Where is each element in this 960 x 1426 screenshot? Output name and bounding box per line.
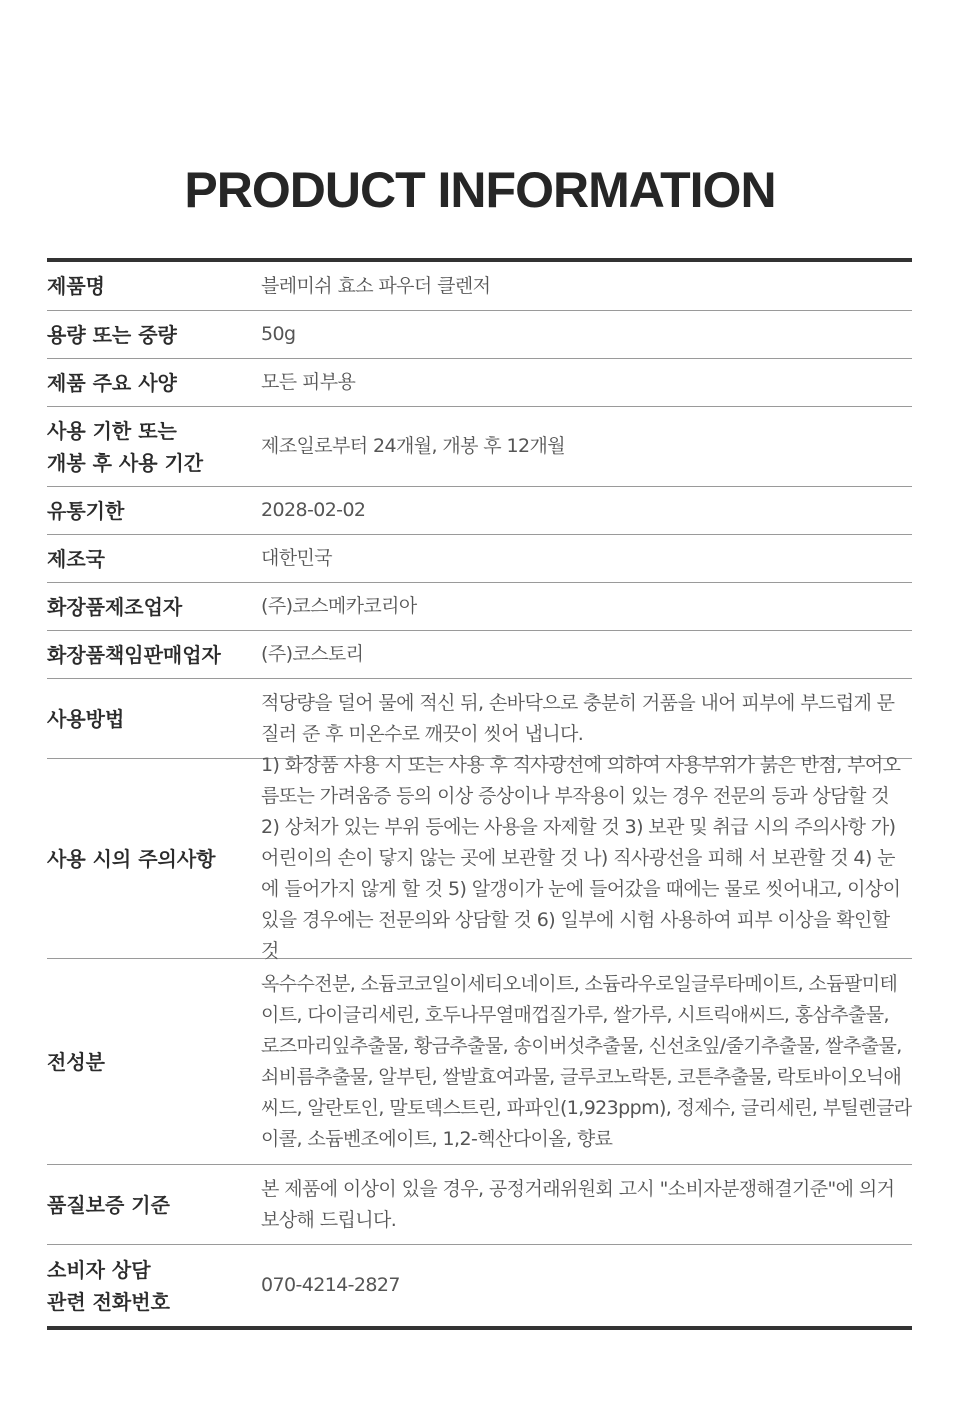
row-expiry-date [47, 486, 912, 534]
row-value: 2028-02-02 [261, 499, 366, 521]
row-label: 용량 또는 중량 [47, 322, 177, 347]
row-label: 제품 주요 사양 [47, 370, 177, 395]
row-value: 대한민국 [261, 547, 333, 569]
row-cautions [47, 754, 912, 962]
row-quality [47, 1164, 912, 1244]
row-volume [47, 310, 912, 358]
row-value: 적당량을 덜어 물에 적신 뒤, 손바닥으로 충분히 거품을 내어 피부에 부드럽게 문질러 준 후 미온수로 깨끗이 씻어 냅니다. [261, 691, 895, 745]
row-value: (주)코스토리 [261, 643, 364, 665]
product-info-table [47, 258, 912, 1330]
row-value: 모든 피부용 [261, 371, 356, 393]
row-label: 화장품책임판매업자 [47, 642, 221, 667]
row-value: 옥수수전분, 소듐코코일이세티오네이트, 소듐라우로일글루타메이트, 소듐팔미테이트, 다이글리세린, 호두나무열매껍질가루, 쌀가루, 시트릭애씨드, 홍삼추출물, 로즈마리잎추출물, 황금추출물, 송이버섯추출물, 신선초잎/줄기추출물, 쌀추출물, 쇠비름추출물, 알부틴, 쌀발효여과물, 글루코노락톤, 코튼추출물, 락토바이오닉애씨드, 알란토인, 말토덱스트린, 파파인(1,923ppm), 정제수, 글리세린, 부틸렌글라이콜, 소듐벤조에이트, 1,2-헥산다이올, 향료 [261, 972, 912, 1150]
row-country [47, 534, 912, 582]
row-contact [47, 1244, 912, 1326]
row-label: 사용 시의 주의사항 [47, 846, 216, 871]
row-value: 50g [261, 323, 296, 345]
row-label: 사용 기한 또는 개봉 후 사용 기간 [47, 418, 204, 475]
row-value: 제조일로부터 24개월, 개봉 후 12개월 [261, 435, 565, 457]
row-label: 소비자 상담 관련 전화번호 [47, 1257, 170, 1314]
row-usage [47, 678, 912, 758]
row-label: 유통기한 [47, 498, 125, 523]
row-label: 제조국 [47, 546, 105, 571]
row-value: 070-4214-2827 [261, 1274, 400, 1296]
row-expiry-period [47, 406, 912, 486]
row-ingredients [47, 958, 912, 1164]
page-title: PRODUCT INFORMATION [184, 162, 776, 218]
row-label: 전성분 [47, 1049, 105, 1074]
row-spec [47, 358, 912, 406]
row-label: 제품명 [47, 274, 105, 298]
row-product-name [47, 262, 912, 310]
row-manufacturer [47, 582, 912, 630]
row-value: 본 제품에 이상이 있을 경우, 공정거래위원회 고시 "소비자분쟁해결기준"에 의거 보상해 드립니다. [261, 1177, 895, 1231]
row-value: (주)코스메카코리아 [261, 595, 417, 617]
row-value: 1) 화장품 사용 시 또는 사용 후 직사광선에 의하여 사용부위가 붉은 반점, 부어오름또는 가려움증 등의 이상 증상이나 부작용이 있는 경우 전문의 등과 상담할 것 2) 상처가 있는 부위 등에는 사용을 자제할 것 3) 보관 및 취급 시의 주의사항 가) 어린이의 손이 닿지 않는 곳에 보관할 것 나) 직사광선을 피해 서 보관할 것 4) 눈에 들어가지 않게 할 것 5) 알갱이가 눈에 들어갔을 때에는 물로 씻어내고, 이상이 있을 경우에는 전문의와 상담할 것 6) 일부에 시험 사용하여 피부 이상을 확인할 것 [261, 754, 901, 962]
row-label: 품질보증 기준 [47, 1192, 170, 1217]
row-distributor [47, 630, 912, 678]
row-label: 사용방법 [47, 706, 125, 731]
row-value: 블레미쉬 효소 파우더 클렌저 [261, 274, 491, 297]
row-label: 화장품제조업자 [47, 594, 183, 619]
